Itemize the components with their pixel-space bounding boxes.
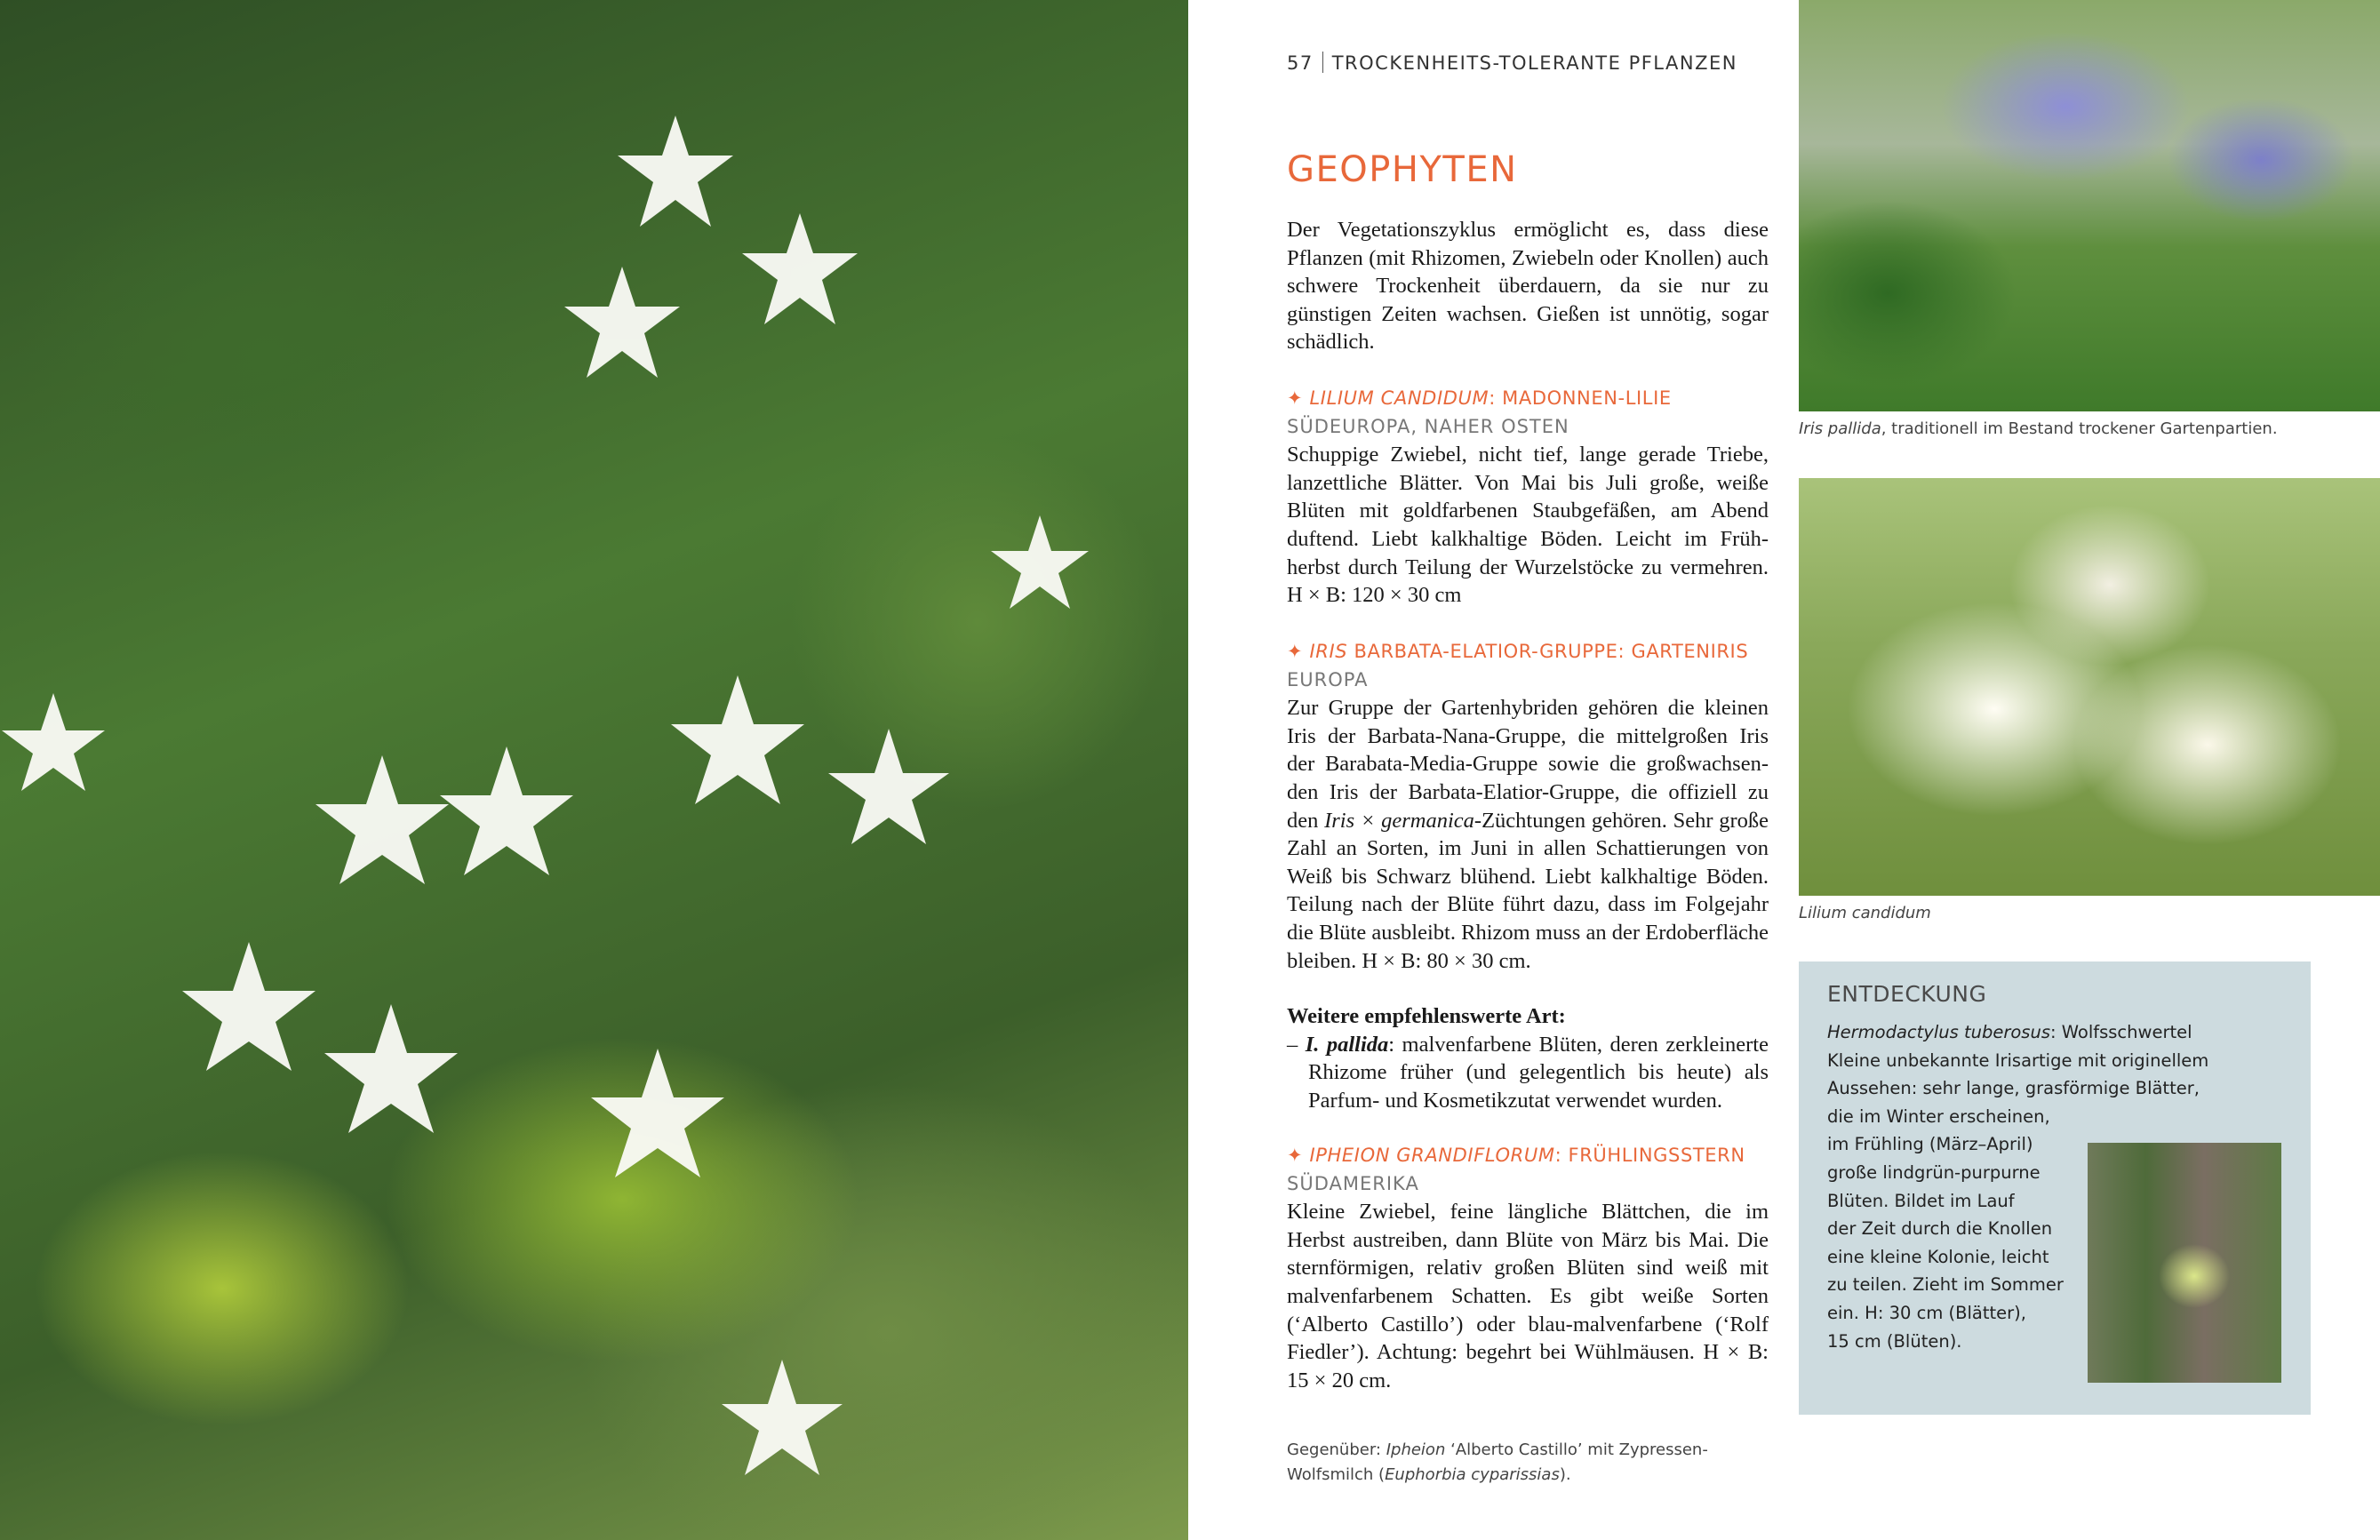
star-flower [2,693,105,791]
box-title: ENTDECKUNG [1827,981,1987,1007]
star-flower [828,729,949,844]
caption-part: , traditionell im Bestand trockener Gartenpartien. [1881,419,2278,438]
more-species-item [1287,1031,1769,1115]
star-flower [591,1049,724,1177]
star-flower [618,116,733,227]
plant-entry-ipheion [1287,1142,1769,1394]
running-header [1287,52,1737,74]
intro-paragraph: Der Vegetationszyklus ermöglicht es, dass diese Pflanzen (mit Rhizomen, Zwiebeln oder Knollen) auch schwere Trockenheit überdauern, da sie nur zu günstigen Zeiten wachsen. Gießen ist unnötig, sogar schädlich. [1287,218,1769,355]
photo-hermodactylus [2088,1143,2281,1383]
star-flower [564,267,680,378]
plant-region: EUROPA [1287,668,1369,690]
plant-heading [1287,385,1769,413]
plant-region: SÜDEUROPA, NAHER OSTEN [1287,415,1569,437]
caption-italic: Euphorbia cyparissias [1385,1465,1560,1484]
caption-italic: Lilium candidum [1799,904,1931,922]
header-divider [1322,52,1323,73]
lily-photo-caption [1799,901,1931,926]
description-part: -Züchtungen gehören. Sehr große Zahl an Sorten, im Juni in allen Schattierungen von Weiß bis Schwarz blühend. Liebt kalkhaltige Böden. Teilung nach der Blüte führt dazu, dass im Folgejahr die Blüte ausbleibt. Rhizom muss an der Erdoberfläche bleiben. H × B: 80 × 30 cm. [1287,808,1769,973]
caption-italic: Iris pallida [1799,419,1881,438]
white-star-flowers [0,0,1188,1540]
star-flower [991,515,1089,609]
iris-photo-caption [1799,417,2278,442]
plant-heading [1287,638,1769,666]
box-species-common: : Wolfsschwertel [2049,1022,2192,1042]
more-species-title: Weitere empfehlenswerte Art: [1287,1004,1566,1029]
star-bullet-icon: ✦ [1287,641,1304,662]
plant-heading [1287,1142,1769,1170]
plant-entry-lilium [1287,385,1769,610]
star-bullet-icon: ✦ [1287,387,1304,409]
star-flower [324,1004,458,1133]
star-flower [722,1360,843,1475]
description-italic: Iris × germanica [1324,808,1474,833]
star-flower [315,755,449,884]
page-title: GEOPHYTEN [1287,149,1518,190]
plant-latin-name: IRIS [1309,641,1348,662]
photo-lilium-candidum [1799,478,2380,896]
species-name: I. pallida [1305,1032,1389,1057]
caption-part: ). [1559,1465,1571,1484]
caption-part: Gegenüber: [1287,1440,1386,1459]
plant-common-name: : FRÜHLINGSSTERN [1554,1145,1745,1166]
intro-section [1287,216,1769,356]
plant-description: Kleine Zwiebel, feine längliche Blättchen, die im Herbst austreiben, dann Blüte von März bis Mai. Die sternförmigen, relativ großen Blüten sind weiß mit malvenfarbenem Schatten. Es gibt weiße Sorten (‘Alberto Castillo’) oder blau-malvenfarbene (‘Rolf Fiedler’). Achtung: begehrt bei Wühlmäusen. H × B: 15 × 20 cm. [1287,1200,1769,1392]
species-text: : malvenfarbene Blüten, deren zerkleinerte Rhizome früher (und gelegentlich bis heute) als Parfum- und Kosmetikzutat verwendet wurden. [1308,1032,1769,1113]
plant-common-name: BARBATA-ELATIOR-GRUPPE: GARTENIRIS [1347,641,1749,662]
caption-part: ‘Alberto Castillo’ mit Zypressen-Wolfsmilch ( [1287,1440,1708,1484]
description-part: Zur Gruppe der Gartenhybriden gehören die kleinen Iris der Barbata-Nana-Gruppe, die mittelgroßen Iris der Barabata-Media-Gruppe sowie die großwachsenden Iris der Barbata-Elatior-Gruppe, die offiziell zu den [1287,696,1769,833]
section-title: TROCKENHEITS-TOLERANTE PFLANZEN [1331,52,1737,74]
box-species-latin: Hermodactylus tuberosus [1827,1022,2050,1042]
plant-description [1287,694,1769,975]
photo-iris-pallida [1799,0,2380,411]
plant-common-name: : MADONNEN-LILIE [1489,387,1672,409]
star-flower [671,675,804,804]
photo-ipheion-euphorbia [0,0,1188,1540]
star-bullet-icon: ✦ [1287,1145,1304,1166]
caption-italic: Ipheion [1386,1440,1446,1459]
plant-latin-name: LILIUM CANDIDUM [1309,387,1489,409]
plant-entry-iris [1287,638,1769,1115]
plant-description: Schuppige Zwiebel, nicht tief, lange gerade Triebe, lanzettliche Blätter. Von Mai bis Juli große, weiße Blüten mit goldfarbenen Staubgefäßen, am Abend duftend. Liebt kalkhaltige Böden. Leicht im Frühherbst durch Teilung der Wurzelstöcke zu vermehren. H × B: 120 × 30 cm [1287,443,1769,608]
list-dash: – [1287,1032,1306,1057]
opposite-photo-caption [1287,1438,1749,1488]
plant-region: SÜDAMERIKA [1287,1172,1419,1194]
star-flower [182,942,315,1071]
box-description: Kleine unbekannte Irisartige mit originellem Aussehen: sehr lange, grasförmige Blätter, die im Winter erscheinen, im Frühling (März–April) große lindgrün-purpurne Blüten. Bildet im Lauf der Zeit durch die Knollen eine kleine Kolonie, leicht zu teilen. Zieht im Sommer ein. H: 30 cm (Blätter), 15 cm (Blüten). [1827,1049,2209,1352]
page-number: 57 [1287,52,1314,74]
plant-latin-name: IPHEION GRANDIFLORUM [1309,1145,1555,1166]
star-flower [440,746,573,875]
star-flower [742,213,858,324]
